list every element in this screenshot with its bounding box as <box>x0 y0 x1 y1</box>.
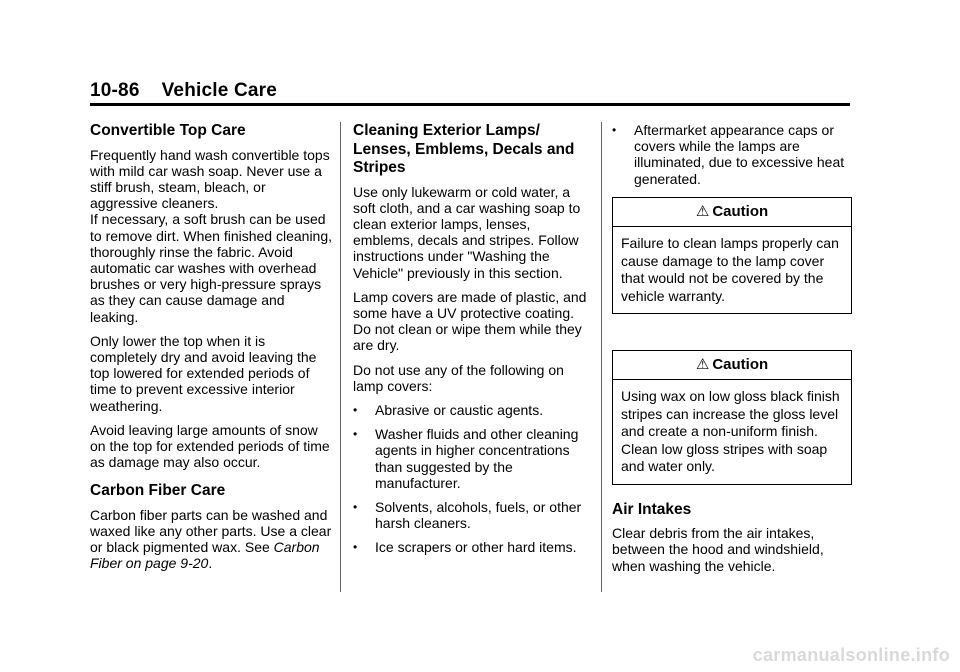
paragraph: Do not use any of the following on lamp covers: <box>353 361 564 394</box>
bullet-icon: • <box>353 402 358 417</box>
paragraph: If necessary, a soft brush can be used to remove dirt. When finished cleaning, thoroughly rinse the fabric. Avoid automatic car washes with overhead brushes or very high-pressure sprays as they can cause damage and leaking. <box>90 211 333 325</box>
list-item: • Aftermarket appearance caps or covers while the lamps are illuminated, due to excessive heat generated. <box>612 122 845 187</box>
caution-header: ⚠ Caution <box>613 351 851 380</box>
list-item: • Solvents, alcohols, fuels, or other harsh cleaners. <box>353 498 582 532</box>
paragraph: Avoid leaving large amounts of snow on the top for extended periods of time as damage may also occur. <box>90 421 330 471</box>
paragraph: Carbon fiber parts can be washed and waxed like any other parts. Use a clear or black pigmented wax. See Carbon Fiber on page 9-20. <box>90 506 332 572</box>
paragraph: Only lower the top when it is completely dry and avoid leaving the top lowered for extended periods of time to prevent excessive interior weathering. <box>90 332 317 414</box>
section-heading: Carbon Fiber Care <box>90 482 226 500</box>
bullet-icon: • <box>353 499 358 514</box>
section-heading: Convertible Top Care <box>90 122 246 139</box>
section-heading: Cleaning Exterior Lamps/ Lenses, Emblems, Decals and Stripes <box>353 122 575 176</box>
header-rule <box>90 103 850 106</box>
list-item: • Ice scrapers or other hard items. <box>353 539 577 556</box>
cross-reference-link[interactable]: Carbon Fiber on page 9-20 <box>90 539 320 572</box>
warning-triangle-icon: ⚠ <box>695 202 710 220</box>
column-middle <box>353 122 593 564</box>
caution-text: Using wax on low gloss black finish stripes can increase the gloss level and create a non-uniform finish. Clean low gloss stripes with soap and water only. <box>621 388 840 475</box>
column-divider <box>601 122 602 592</box>
warning-triangle-icon: ⚠ <box>695 356 710 374</box>
bullet-list <box>612 122 852 187</box>
caution-text: Failure to clean lamps properly can cause damage to the lamp cover that would not be covered by the vehicle warranty. <box>621 235 839 304</box>
column-divider <box>340 122 341 592</box>
caution-box <box>612 197 852 314</box>
caution-header: ⚠ Caution <box>613 198 851 227</box>
page-header <box>90 80 277 102</box>
paragraph: Lamp covers are made of plastic, and some have a UV protective coating. Do not clean or wipe them while they are dry. <box>353 288 587 354</box>
section-heading: Air Intakes <box>612 500 692 518</box>
column-left <box>90 122 335 580</box>
column-right <box>612 122 852 582</box>
list-item: • Abrasive or caustic agents. <box>353 401 544 418</box>
paragraph: Clear debris from the air intakes, between the hood and windshield, when washing the vehicle. <box>612 525 824 574</box>
paragraph: Frequently hand wash convertible tops with mild car wash soap. Never use a stiff brush, steam, bleach, or aggressive cleaners. <box>90 146 330 212</box>
caution-box <box>612 350 852 485</box>
bullet-icon: • <box>353 540 358 555</box>
paragraph: Use only lukewarm or cold water, a soft cloth, and a car washing soap to clean exterior lamps, lenses, emblems, decals and stripes. Follow instructions under "Washing the Vehicle" previously in this section. <box>353 183 581 281</box>
watermark: carmanualsonline.info <box>752 645 950 665</box>
bullet-icon: • <box>612 123 617 137</box>
section-title: Vehicle Care <box>161 80 278 101</box>
bullet-icon: • <box>353 427 358 442</box>
list-item: • Washer fluids and other cleaning agents in higher concentrations than suggested by the manufacturer. <box>353 426 579 491</box>
bullet-list <box>353 402 593 556</box>
page-number: 10-86 <box>90 80 140 101</box>
